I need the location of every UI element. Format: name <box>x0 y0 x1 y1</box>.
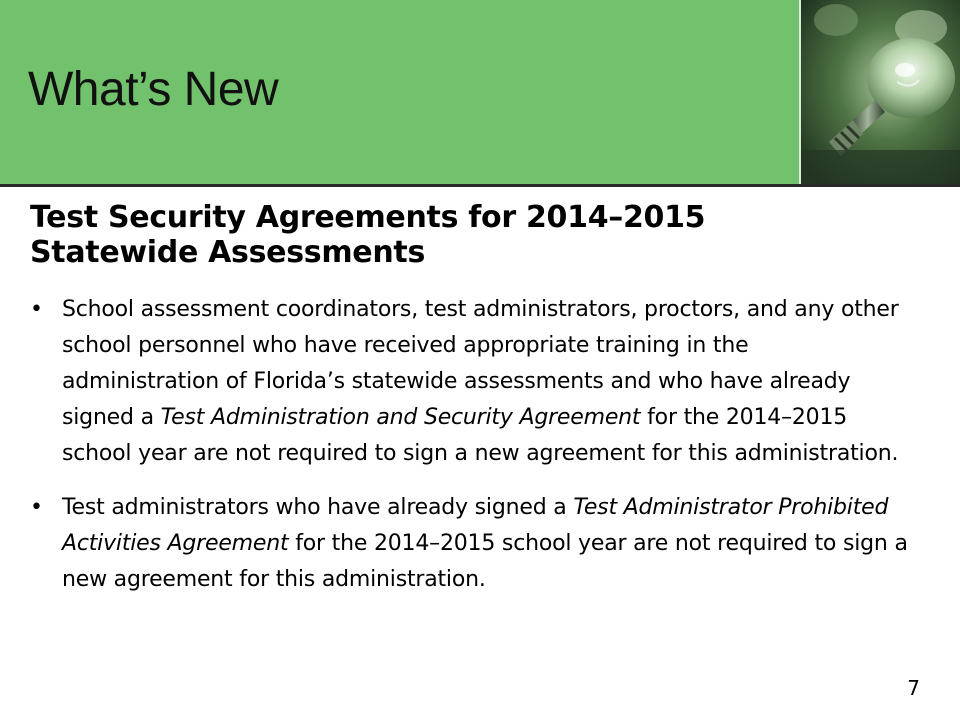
bullet-item <box>30 490 910 598</box>
bullet-text: School assessment coordinators, test administrators, proctors, and any other school personnel who have received appropriate training in the administration of Florida’s statewide assessments and who have already signed a <box>62 297 899 430</box>
bullet-text: for the 2014–2015 school year are not required to sign a new agreement for this administration. <box>62 405 899 466</box>
agreement-title: Test Administrator Prohibited Activities Agreement <box>62 495 889 556</box>
bullet-list <box>30 292 910 616</box>
subtitle-line-1: Test Security Agreements for 2014–2015 <box>30 200 706 235</box>
bullet-icon: • <box>30 495 43 520</box>
slide-title: What’s New <box>28 63 279 116</box>
agreement-title: Test Administration and Security Agreement <box>160 405 641 430</box>
bullet-icon: • <box>30 297 43 322</box>
page-number: 7 <box>907 676 920 700</box>
bullet-item <box>30 292 910 472</box>
banner-rule <box>0 184 960 187</box>
bullet-text: Test administrators who have already signed a <box>62 495 574 520</box>
light-bulb-photo <box>801 0 960 184</box>
subtitle-line-2: Statewide Assessments <box>30 235 425 270</box>
subtitle <box>30 200 930 270</box>
bullet-text: for the 2014–2015 school year are not required to sign a new agreement for this administration. <box>62 531 908 592</box>
